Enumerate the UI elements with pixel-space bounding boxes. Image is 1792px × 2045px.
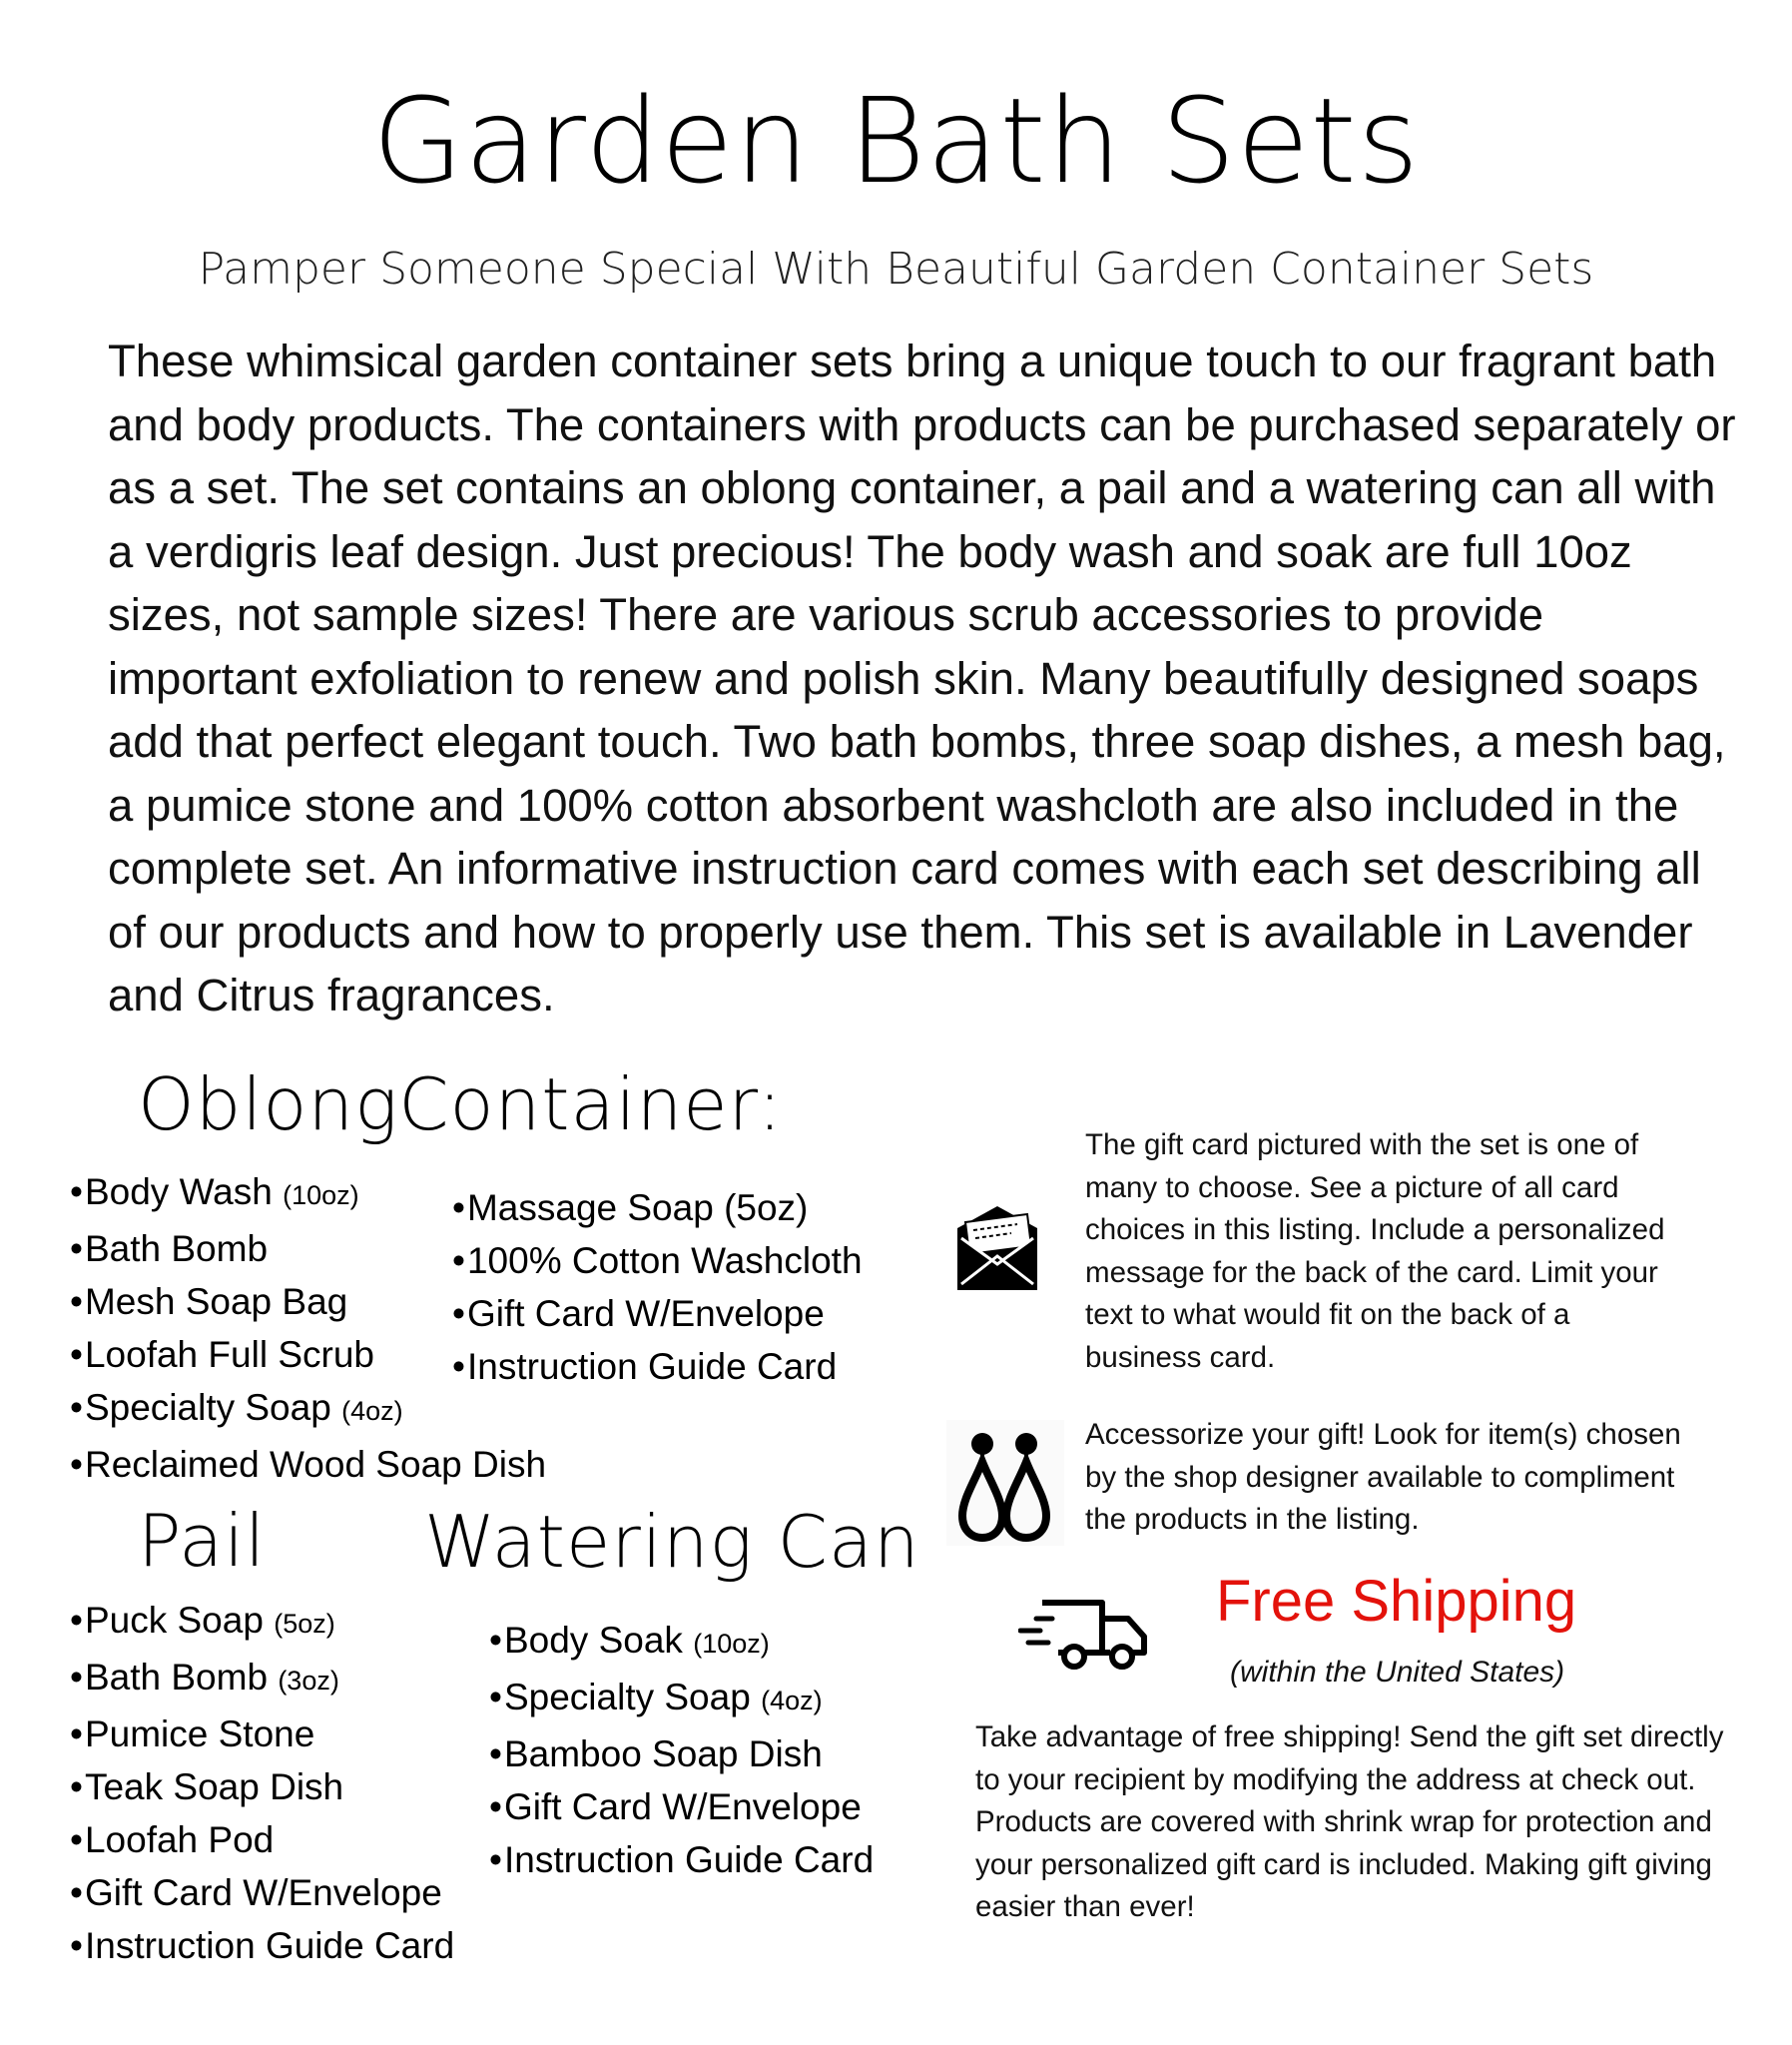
item-size: (10oz) — [693, 1629, 770, 1659]
gift-card-note: The gift card pictured with the set is one of many to choose. See a picture of all card choices in this listing. Include a personalized message for the back of the card. Limit your text to what would fit on the back of a business card. — [1085, 1128, 1665, 1374]
list-item — [452, 1181, 863, 1234]
item-name: Pumice Stone — [84, 1713, 315, 1754]
pail-heading: Pail — [138, 1499, 267, 1583]
bullet-point: • — [452, 1293, 465, 1334]
list-item — [489, 1614, 874, 1671]
item-name: Puck Soap — [84, 1600, 275, 1641]
item-name: Specialty Soap — [503, 1677, 762, 1717]
item-name: Loofah Pod — [84, 1819, 275, 1860]
bullet-point: • — [489, 1839, 502, 1880]
bullet-point: • — [70, 1228, 83, 1269]
bullet-point: • — [452, 1187, 465, 1228]
item-name: Loofah Full Scrub — [84, 1334, 374, 1375]
item-name: Instruction Guide Card — [466, 1346, 838, 1387]
list-item — [70, 1438, 546, 1491]
bullet-point: • — [489, 1620, 502, 1661]
list-item — [70, 1651, 454, 1707]
bullet-point: • — [70, 1281, 83, 1322]
list-item — [70, 1760, 454, 1813]
list-item — [70, 1813, 454, 1866]
bullet-point: • — [70, 1600, 83, 1641]
list-item — [489, 1833, 874, 1886]
item-name: Massage Soap (5oz) — [466, 1187, 809, 1228]
bullet-point: • — [70, 1713, 83, 1754]
item-name: Bamboo Soap Dish — [503, 1733, 823, 1774]
pail-list — [70, 1594, 454, 1972]
list-item — [452, 1234, 863, 1287]
item-name: Gift Card W/Envelope — [466, 1293, 825, 1334]
item-name: 100% Cotton Washcloth — [466, 1240, 863, 1281]
watering-can-heading: Watering Can — [424, 1500, 920, 1584]
list-item — [452, 1340, 863, 1393]
item-name: Gift Card W/Envelope — [84, 1872, 442, 1913]
bullet-point: • — [489, 1786, 502, 1827]
oblong-list-col2 — [452, 1181, 863, 1393]
list-item — [489, 1780, 874, 1833]
item-size: (3oz) — [278, 1666, 339, 1696]
item-name: Gift Card W/Envelope — [503, 1786, 862, 1827]
item-size: (4oz) — [341, 1396, 403, 1426]
item-name: Teak Soap Dish — [84, 1766, 344, 1807]
list-item — [70, 1919, 454, 1972]
earrings-icon — [946, 1420, 1064, 1546]
page-subtitle: Pamper Someone Special With Beautiful Garden Container Sets — [198, 244, 1594, 295]
item-name: Instruction Guide Card — [84, 1925, 455, 1966]
bullet-point: • — [452, 1346, 465, 1387]
delivery-truck-icon — [1018, 1593, 1163, 1675]
free-shipping-subtitle: (within the United States) — [1230, 1656, 1565, 1689]
watering-can-list — [489, 1614, 874, 1886]
item-name: Mesh Soap Bag — [84, 1281, 348, 1322]
bullet-point: • — [70, 1657, 83, 1698]
bullet-point: • — [70, 1387, 83, 1428]
bullet-point: • — [70, 1925, 83, 1966]
item-size: (4oz) — [761, 1686, 823, 1715]
bullet-point: • — [70, 1334, 83, 1375]
bullet-point: • — [452, 1240, 465, 1281]
free-shipping-title: Free Shipping — [1216, 1569, 1577, 1634]
bullet-point: • — [70, 1872, 83, 1913]
list-item — [70, 1866, 454, 1919]
list-item — [70, 1594, 454, 1651]
list-item — [489, 1727, 874, 1780]
list-item — [452, 1287, 863, 1340]
shipping-note: Take advantage of free shipping! Send the gift set directly to your recipient by modifying the address at check out. Products are covered with shrink wrap for protection and your personalized gift card is included. Making gift giving easier than ever! — [975, 1720, 1724, 1923]
bullet-point: • — [70, 1766, 83, 1807]
item-name: Specialty Soap — [84, 1387, 342, 1428]
bullet-point: • — [489, 1677, 502, 1717]
bullet-point: • — [70, 1444, 83, 1485]
list-item — [70, 1707, 454, 1760]
bullet-point: • — [489, 1733, 502, 1774]
bullet-point: • — [70, 1819, 83, 1860]
item-size: (10oz) — [283, 1180, 359, 1210]
page-title: Garden Bath Sets — [371, 72, 1421, 210]
list-item — [489, 1671, 874, 1727]
item-name: Reclaimed Wood Soap Dish — [84, 1444, 547, 1485]
item-name: Instruction Guide Card — [503, 1839, 875, 1880]
oblong-container-heading: OblongContainer: — [138, 1062, 784, 1146]
item-name: Bath Bomb — [84, 1228, 269, 1269]
item-name: Body Soak — [503, 1620, 694, 1661]
description-paragraph: These whimsical garden container sets bring a unique touch to our fragrant bath and body products. The containers with products can be purchased separately or as a set. The set contains an oblong container, a pail and a watering can all with a verdigris leaf design. Just precious! The body wash and soak are full 10oz sizes, not sample sizes! There are various scrub accessories to provide important exfoliation to renew and polish skin. Many beautifully designed soaps add that perfect elegant touch. Two bath bombs, three soap dishes, a mesh bag, a pumice stone and 100% cotton absorbent washcloth are also included in the complete set. An informative instruction card comes with each set describing all of our products and how to properly use them. This set is available in Lavender and Citrus fragrances. — [108, 336, 1736, 1021]
item-size: (5oz) — [274, 1609, 335, 1639]
accessory-note: Accessorize your gift! Look for item(s) chosen by the shop designer available to compliment the products in the listing. — [1085, 1418, 1681, 1536]
item-name: Body Wash — [84, 1171, 284, 1212]
item-name: Bath Bomb — [84, 1657, 279, 1698]
bullet-point: • — [70, 1171, 83, 1212]
envelope-icon — [955, 1206, 1039, 1290]
